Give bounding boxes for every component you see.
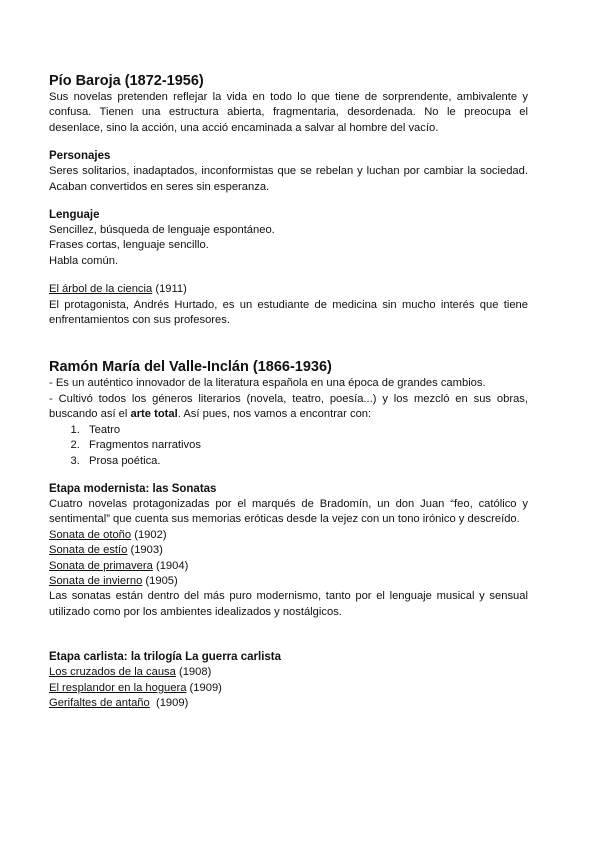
lenguaje-heading: Lenguaje [49, 209, 100, 222]
valle-line-2: - Cultivó todos los géneros literarios (novela, teatro, poesía...) y los mezcló en sus obras, buscando así el arte total. Así pues, nos vamos a encontrar con: [49, 392, 528, 421]
modernista-heading: Etapa modernista: las Sonatas [49, 482, 217, 495]
genre-list [49, 423, 528, 469]
baroja-work [49, 282, 528, 297]
personajes-heading: Personajes [49, 150, 111, 163]
work-title: El árbol de la ciencia [49, 283, 153, 296]
carlista-item: Gerifaltes de antaño (1909) [49, 696, 189, 709]
arte-total: arte total [130, 408, 178, 421]
baroja-title: Pío Baroja (1872-1956) [49, 73, 204, 89]
carlista-item: El resplandor en la hoguera (1909) [49, 681, 222, 694]
baroja-work-text: El protagonista, Andrés Hurtado, es un estudiante de medicina sin mucho interés que tiene enfrentamientos con sus profesores. [49, 298, 528, 327]
sonata-item: Sonata de otoño (1902) [49, 528, 167, 541]
personajes-text: Seres solitarios, inadaptados, inconformistas que se rebelan y luchan por cambiar la sociedad. Acaban convertidos en seres sin esperanza. [49, 165, 528, 193]
lenguaje-line: Sencillez, búsqueda de lenguaje espontáneo. [49, 224, 275, 237]
modernista-text: Cuatro novelas protagonizadas por el marqués de Bradomín, un don Juan “feo, católico y sentimental” que cuenta sus memorias eróticas desde la vejez con un tono irónico y descreído. [49, 497, 528, 526]
carlista-item: Los cruzados de la causa (1908) [49, 666, 212, 679]
valle-line-1: - Es un auténtico innovador de la literatura española en una época de grandes cambios. [49, 377, 486, 390]
sonatas-text: Las sonatas están dentro del más puro modernismo, tanto por el lenguaje musical y sensual utilizado como por los ambientes idealizados y nostálgicos. [49, 590, 528, 618]
sonata-item: Sonata de primavera (1904) [49, 559, 189, 572]
lenguaje-line: Frases cortas, lenguaje sencillo. [49, 239, 209, 252]
sonata-item: Sonata de estío (1903) [49, 544, 163, 557]
list-item: 2. Fragmentos narrativos [83, 438, 528, 453]
list-item: 1. Teatro [83, 423, 528, 438]
valle-title: Ramón María del Valle-Inclán (1866-1936) [49, 359, 332, 376]
list-item: 3. Prosa poética. [83, 454, 528, 469]
sonata-item: Sonata de invierno (1905) [49, 574, 178, 587]
work-year: (1911) [152, 283, 187, 296]
lenguaje-line: Habla común. [49, 254, 119, 267]
baroja-intro: Sus novelas pretenden reflejar la vida en todo lo que tiene de sorprendente, ambivalente y confusa. Tienen una estructura abierta, fragmentaria, desordenada. No le preocupa el desenlace, sino la acción, una acció encaminada a salvar al hombre del vacío. [49, 91, 528, 134]
carlista-heading: Etapa carlista: la trilogía La guerra carlista [49, 651, 282, 664]
